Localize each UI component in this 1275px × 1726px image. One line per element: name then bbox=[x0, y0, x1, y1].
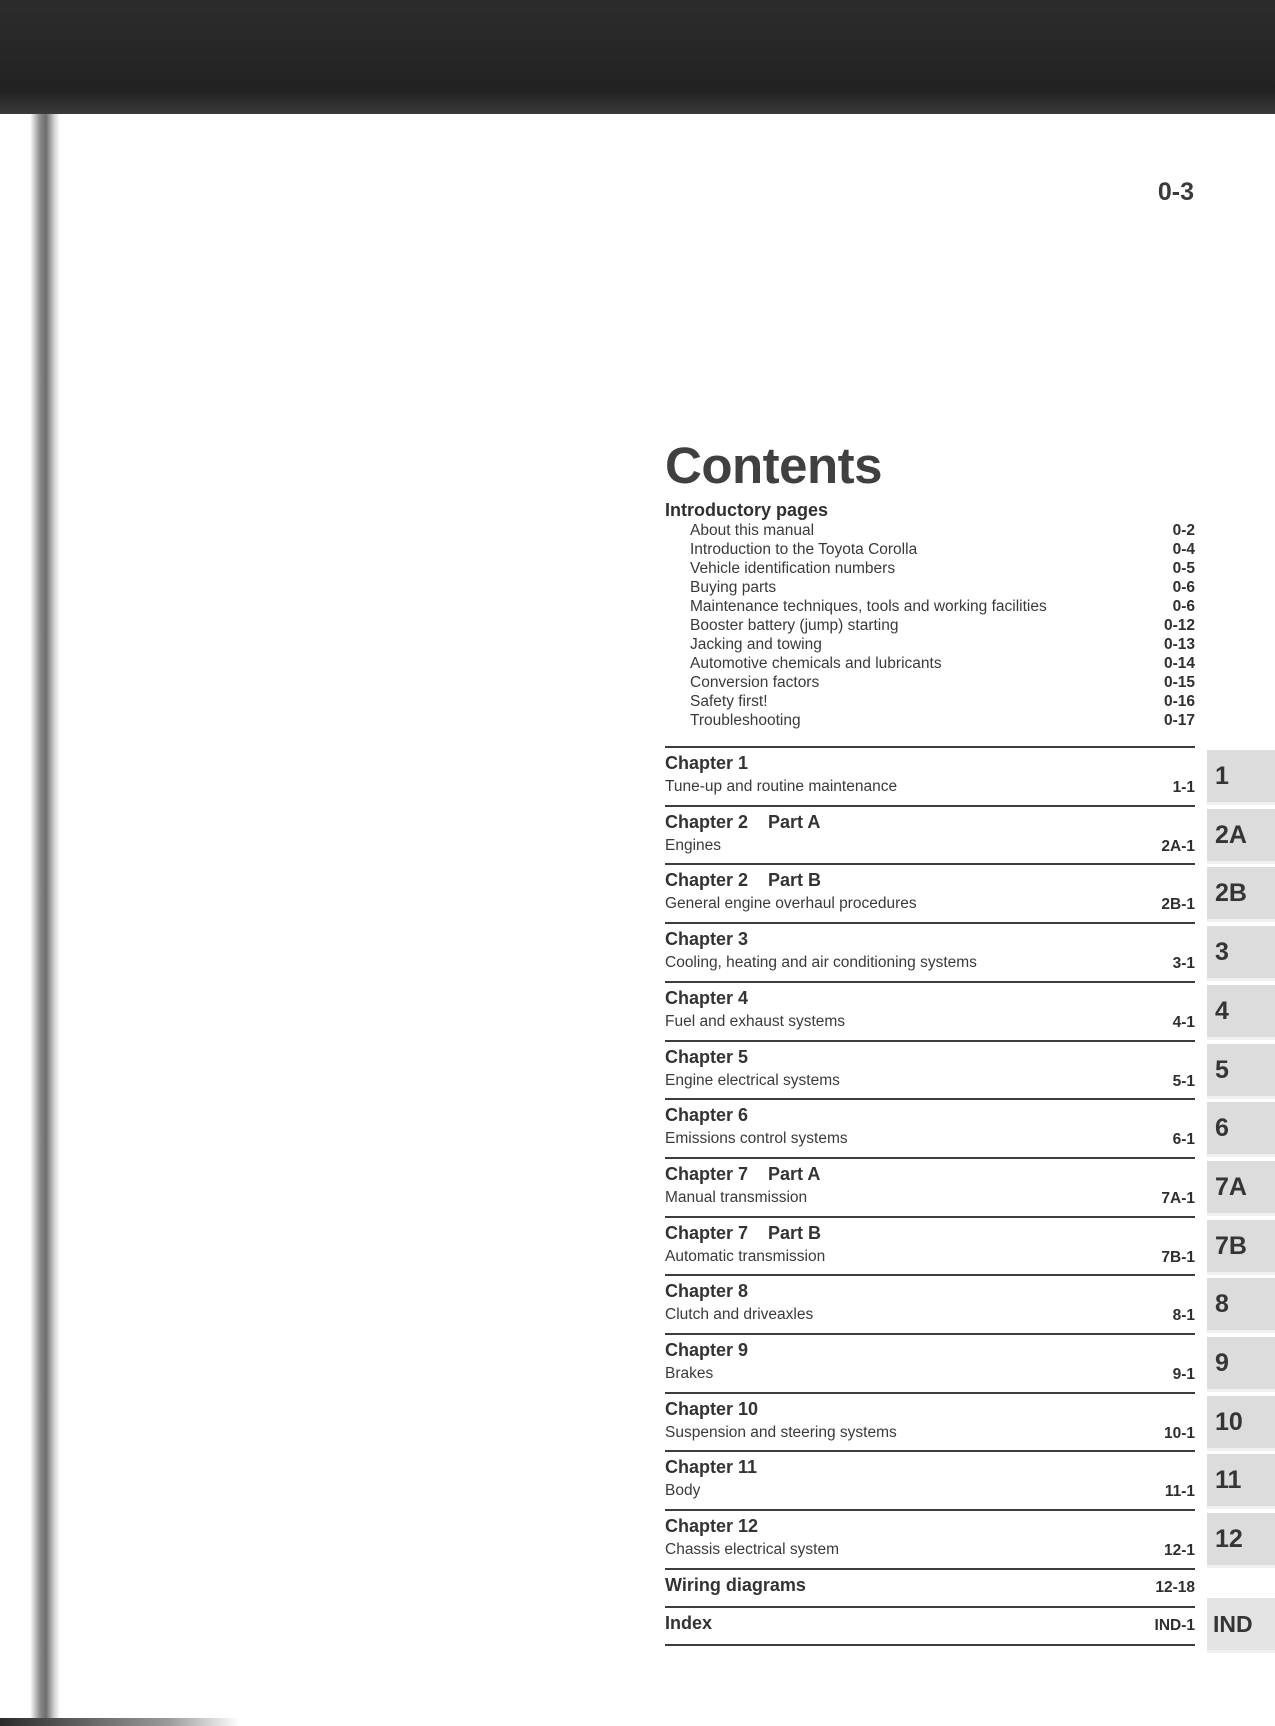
intro-item[interactable] bbox=[665, 578, 1195, 597]
book-spine bbox=[0, 114, 60, 1726]
chapter-page: 7B-1 bbox=[1161, 1248, 1195, 1266]
intro-item-page: 0-2 bbox=[1172, 522, 1195, 539]
thumb-tab-8[interactable]: 8 bbox=[1207, 1278, 1275, 1333]
thumb-tab-6[interactable]: 6 bbox=[1207, 1102, 1275, 1157]
intro-item[interactable] bbox=[665, 559, 1195, 578]
thumb-tab-4[interactable]: 4 bbox=[1207, 985, 1275, 1040]
chapter-title: Chapter 2 Part A bbox=[665, 811, 821, 832]
page-title: Contents bbox=[665, 437, 882, 494]
intro-item-page: 0-13 bbox=[1163, 636, 1195, 653]
intro-item-page: 0-4 bbox=[1172, 541, 1195, 558]
chapter-row-3[interactable] bbox=[665, 922, 1195, 981]
thumb-tab-1[interactable]: 1 bbox=[1207, 750, 1275, 805]
chapter-subtitle: Body bbox=[665, 1482, 701, 1500]
chapter-row-7a[interactable] bbox=[665, 1157, 1195, 1216]
chapter-subtitle: Cooling, heating and air conditioning systems bbox=[665, 954, 977, 972]
chapter-row-10[interactable] bbox=[665, 1392, 1195, 1451]
wiring-diagrams-row[interactable] bbox=[665, 1568, 1195, 1606]
index-page: IND-1 bbox=[1154, 1617, 1195, 1634]
intro-item-label: Booster battery (jump) starting bbox=[690, 617, 899, 634]
thumb-tab-11[interactable]: 11 bbox=[1207, 1454, 1275, 1509]
chapter-title: Chapter 8 bbox=[665, 1281, 749, 1302]
chapter-row-1[interactable] bbox=[665, 746, 1195, 805]
chapter-page: 11-1 bbox=[1164, 1483, 1195, 1501]
intro-item-label: About this manual bbox=[690, 522, 815, 539]
chapter-subtitle: Suspension and steering systems bbox=[665, 1423, 897, 1441]
chapter-row-4[interactable] bbox=[665, 981, 1195, 1040]
chapter-subtitle: Engine electrical systems bbox=[665, 1071, 840, 1089]
intro-item-page: 0-17 bbox=[1163, 712, 1195, 729]
intro-item-page: 0-6 bbox=[1172, 579, 1195, 596]
chapter-row-2b[interactable] bbox=[665, 863, 1195, 922]
intro-item-label: Troubleshooting bbox=[690, 712, 801, 729]
intro-item-label: Introduction to the Toyota Corolla bbox=[690, 541, 918, 558]
thumb-tab-2b[interactable]: 2B bbox=[1207, 867, 1275, 922]
intro-item-label: Conversion factors bbox=[690, 674, 820, 691]
chapter-page: 2B-1 bbox=[1161, 896, 1195, 914]
intro-item[interactable] bbox=[665, 521, 1195, 540]
thumb-tab-index[interactable]: IND bbox=[1207, 1598, 1275, 1653]
chapter-title: Chapter 7 Part A bbox=[665, 1163, 821, 1184]
chapter-row-6[interactable] bbox=[665, 1098, 1195, 1157]
chapter-page: 10-1 bbox=[1163, 1424, 1195, 1442]
chapter-page: 12-1 bbox=[1163, 1542, 1195, 1560]
chapter-subtitle: Automatic transmission bbox=[665, 1247, 826, 1265]
thumb-tab-9[interactable]: 9 bbox=[1207, 1337, 1275, 1392]
intro-item[interactable] bbox=[665, 597, 1195, 616]
intro-item[interactable] bbox=[665, 711, 1195, 730]
index-title: Index bbox=[665, 1613, 713, 1633]
thumb-tab-5[interactable]: 5 bbox=[1207, 1044, 1275, 1099]
chapter-title: Chapter 3 bbox=[665, 929, 749, 950]
intro-item[interactable] bbox=[665, 673, 1195, 692]
intro-item-page: 0-14 bbox=[1163, 655, 1195, 672]
intro-heading: Introductory pages bbox=[665, 500, 829, 520]
intro-item-label: Automotive chemicals and lubricants bbox=[690, 655, 942, 672]
chapter-title: Chapter 1 bbox=[665, 753, 749, 773]
intro-item[interactable] bbox=[665, 654, 1195, 673]
chapter-title: Chapter 11 bbox=[665, 1457, 758, 1478]
page-number: 0-3 bbox=[1157, 178, 1194, 206]
intro-list bbox=[665, 521, 1195, 730]
chapter-page: 7A-1 bbox=[1161, 1189, 1195, 1207]
chapter-page: 2A-1 bbox=[1161, 837, 1195, 855]
intro-item-page: 0-16 bbox=[1163, 693, 1195, 710]
intro-item-page: 0-15 bbox=[1163, 674, 1195, 691]
thumb-tab-10[interactable]: 10 bbox=[1207, 1396, 1275, 1451]
intro-item-label: Safety first! bbox=[690, 693, 768, 710]
chapter-title: Chapter 2 Part B bbox=[665, 870, 822, 891]
chapter-subtitle: Fuel and exhaust systems bbox=[665, 1012, 846, 1030]
chapter-subtitle: Tune-up and routine maintenance bbox=[665, 778, 898, 795]
intro-item-label: Vehicle identification numbers bbox=[690, 560, 896, 577]
chapter-page: 3-1 bbox=[1172, 955, 1195, 973]
chapter-title: Chapter 12 bbox=[665, 1516, 759, 1537]
chapter-subtitle: Engines bbox=[665, 836, 722, 854]
chapter-title: Chapter 9 bbox=[665, 1340, 749, 1360]
intro-item[interactable] bbox=[665, 692, 1195, 711]
thumb-tab-12[interactable]: 12 bbox=[1207, 1513, 1275, 1568]
contents-block bbox=[665, 437, 1195, 730]
chapter-row-11[interactable] bbox=[665, 1450, 1195, 1509]
chapter-row-2a[interactable] bbox=[665, 805, 1195, 864]
chapter-title: Chapter 10 bbox=[665, 1398, 759, 1419]
chapter-title: Chapter 5 bbox=[665, 1046, 749, 1067]
intro-item[interactable] bbox=[665, 635, 1195, 654]
chapter-page: 8-1 bbox=[1172, 1307, 1195, 1325]
intro-item[interactable] bbox=[665, 540, 1195, 559]
closing-rule bbox=[665, 1644, 1195, 1646]
intro-item-label: Jacking and towing bbox=[690, 636, 822, 653]
chapter-page: 9-1 bbox=[1172, 1366, 1195, 1383]
wiring-title: Wiring diagrams bbox=[665, 1574, 806, 1595]
chapter-subtitle: Clutch and driveaxles bbox=[665, 1306, 814, 1324]
chapter-page: 5-1 bbox=[1172, 1072, 1195, 1090]
chapter-row-12[interactable] bbox=[665, 1509, 1195, 1568]
intro-item-label: Maintenance techniques, tools and working facilities bbox=[690, 598, 1047, 615]
intro-item-page: 0-5 bbox=[1172, 560, 1195, 577]
chapter-title: Chapter 7 Part B bbox=[665, 1222, 822, 1243]
chapter-subtitle: Chassis electrical system bbox=[665, 1541, 839, 1559]
thumb-tab-2a[interactable]: 2A bbox=[1207, 809, 1275, 864]
intro-item[interactable] bbox=[665, 616, 1195, 635]
thumb-tab-3[interactable]: 3 bbox=[1207, 926, 1275, 981]
index-row[interactable] bbox=[665, 1606, 1195, 1644]
chapter-row-7b[interactable] bbox=[665, 1216, 1195, 1275]
chapter-subtitle: Emissions control systems bbox=[665, 1130, 848, 1148]
scan-top-edge bbox=[0, 0, 1275, 114]
chapter-page: 4-1 bbox=[1172, 1013, 1195, 1031]
chapter-row-8[interactable] bbox=[665, 1274, 1195, 1333]
chapter-title: Chapter 6 bbox=[665, 1105, 749, 1126]
wiring-page: 12-18 bbox=[1155, 1578, 1195, 1596]
intro-item-label: Buying parts bbox=[690, 579, 777, 596]
chapter-page: 1-1 bbox=[1172, 779, 1195, 796]
chapter-subtitle: Manual transmission bbox=[665, 1188, 808, 1206]
thumb-tab-7a[interactable]: 7A bbox=[1207, 1161, 1275, 1216]
thumb-tab-7b[interactable]: 7B bbox=[1207, 1220, 1275, 1275]
chapter-row-5[interactable] bbox=[665, 1040, 1195, 1099]
chapter-row-9[interactable] bbox=[665, 1333, 1195, 1392]
scan-bottom-edge bbox=[0, 1718, 240, 1726]
intro-item-page: 0-12 bbox=[1163, 617, 1195, 634]
chapter-subtitle: Brakes bbox=[665, 1365, 714, 1382]
chapter-subtitle: General engine overhaul procedures bbox=[665, 895, 917, 913]
chapter-title: Chapter 4 bbox=[665, 987, 749, 1008]
intro-item-page: 0-6 bbox=[1172, 598, 1195, 615]
chapter-page: 6-1 bbox=[1172, 1131, 1195, 1149]
